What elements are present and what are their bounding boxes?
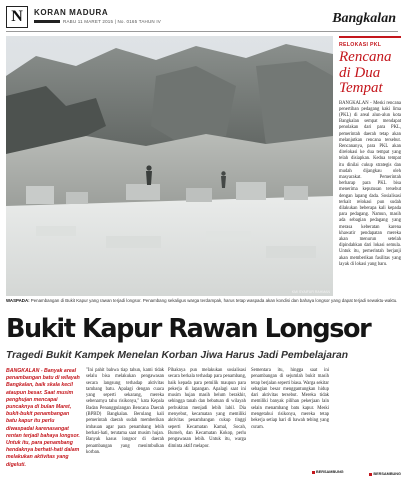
paper-name: KORAN MADURA (34, 8, 109, 17)
photo-credit: KM/ SYAIFUR RAHMAN (291, 290, 330, 294)
sidebar-kicker: RELOKASI PKL (339, 42, 382, 48)
logo-letter: N (11, 8, 23, 25)
continued-square-icon (312, 471, 315, 474)
article-column-3: Sementara itu, hingga saat ini penambangan di sejumlah bukit masih tetap berjalan seperti biasa. Warga sekitar sebagian besar menggantungkan hidup dari aktivitas tersebut. Mereka tidak memiliki banyak pilihan pekerjaan lain selain menambang batu kapur. Meski mengetahui risikonya, mereka tetap bekerja setiap hari di bawah tebing yang curam. (251, 368, 329, 430)
sidebar-continued-square-icon (369, 473, 372, 476)
sidebar-continued-marker (369, 472, 401, 476)
caption-text: Penambangan di Bukit Kapur yang rawan terjadi longsor. Penambang sekaligus warga terdampak, harus tetap waspada akan kondisi dan bahaya longsor yang dapat terjadi sewaktu-waktu. (29, 298, 398, 303)
article-continued-label: BERSAMBUNG (316, 470, 344, 474)
article-column-2: Pihaknya pun melakukan sosialisasi secara berkala terhadap para penambang, baik kepada para pemilik maupun para pekerja di lapangan. Apalagi saat ini musim hujan masih belum berakhir, sehingga tanah dan bebatuan di wilayah perbukitan menjadi lebih labil. Dia menyebut, kecamatan yang memiliki aktivitas penambangan cukup tinggi seperti Kecamatan Kamal, Socah, Burneh, dan Kecamatan Kokop, perlu pengawasan lebih. Untuk itu, warga diminta aktif melapor. (168, 368, 246, 449)
section-name: Bangkalan (332, 11, 396, 26)
sidebar-top-rule (339, 36, 401, 38)
article-column-1: "Ini pahit bahwa tiap tahun, kami tidak selalu bisa melakukan pengawasan secara langsung terhadap aktivitas tambang batu. Apalagi dengan cuaca yang seperti sekarang, mereka sebenarnya tahu risikonya," kata Kepala Badan Penanggulangan Bencana Daerah (BPBD) Bangkalan. Berulang kali pemerintah daerah sudah memberikan imbauan agar para penambang lebih berhati-hati, terutama saat musim hujan. Banyak kasus longsor di daerah penambangan yang menimbulkan korban. (86, 368, 164, 455)
photo-caption (6, 298, 398, 303)
article-headline: Bukit Kapur Rawan Longsor (6, 314, 371, 344)
newspaper-logo (6, 6, 28, 28)
quarry-photo-illustration (6, 36, 333, 296)
caption-label: WASPADA: (6, 298, 30, 303)
masthead (6, 6, 398, 32)
sidebar-continued-label: BERSAMBUNG (373, 472, 401, 476)
sidebar-body: BANGKALAN - Meski rencana penertiban pedagang kaki lima (PKL) di areal alun-alun kota Bangkalan sempat mendapat penolakan dari para PKL, pemerintah daerah tetap akan melanjutkan rencana tersebut. Rencananya, para PKL akan direlokasi ke dua tempat yang telah disiapkan. Kedua tempat itu dinilai cukup strategis dan mudah dijangkau oleh masyarakat. Pemerintah berharap para PKL bisa menerima keputusan tersebut dengan lapang dada. Sosialisasi terkait relokasi pun sudah dilakukan beberapa kali kepada para pedagang. Namun, masih ada sebagian pedagang yang merasa keberatan karena khawatir pendapatan mereka akan menurun setelah dipindahkan dari lokasi semula. Untuk itu, pemerintah berjanji akan memberikan fasilitas yang layak di lokasi yang baru. (339, 100, 401, 267)
article-lede: BANGKALAN - Banyak areal penambangan batu di wilayah Bangkalan, baik skala kecil ataupun besar. Saat musim penghujan mencapai puncaknya di bulan Maret, bukit-bukit penambangan batu kapur itu perlu diwaspadai karenasangat rentan terjadi bahaya longsor. Untuk itu, para penambang hendaknya berhati-hati dalam melakukan aktivitas yang digeluti. (6, 368, 80, 468)
quarry-photo (6, 36, 333, 296)
issue-bar-decoration (34, 20, 60, 23)
sidebar-article (339, 36, 401, 476)
article-subhead: Tragedi Bukit Kampek Menelan Korban Jiwa Harus Jadi Pembelajaran (6, 350, 349, 361)
issue-text: RABU 11 MARET 2015 | No. 0165 TAHUN IV (63, 19, 161, 24)
issue-line (34, 19, 161, 24)
sidebar-title: Rencana di Dua Tempat (339, 49, 392, 96)
